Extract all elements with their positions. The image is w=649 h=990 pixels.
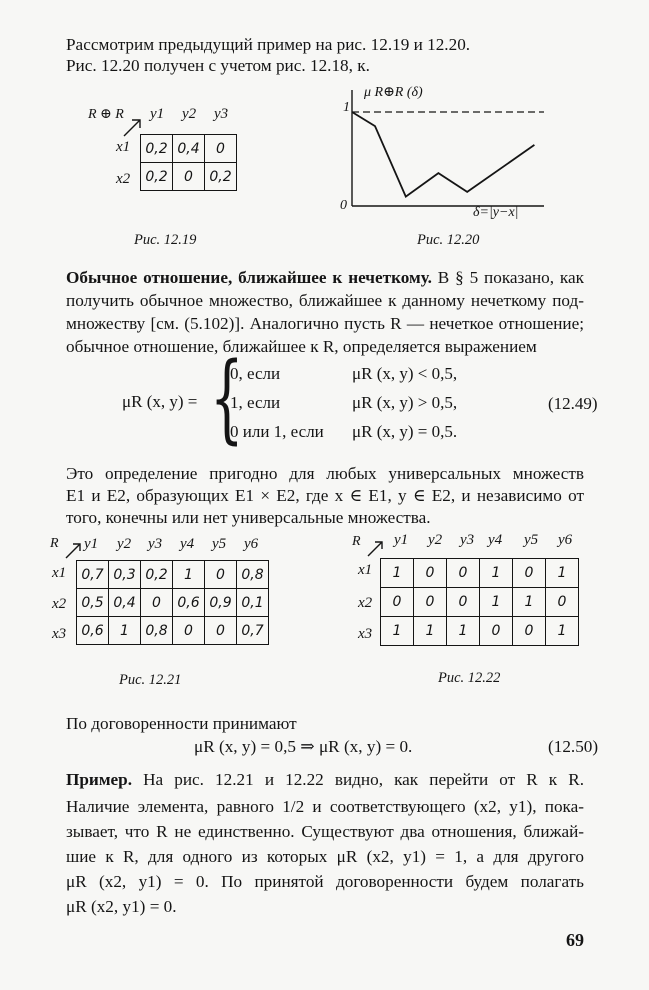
figure-caption: Рис. 12.20 bbox=[417, 232, 480, 248]
matrix-cell: 0,5 bbox=[77, 589, 109, 617]
col-header: y1 bbox=[84, 536, 99, 552]
matrix-cell: 0 bbox=[173, 163, 205, 191]
equation-lhs: μR (x, y) = bbox=[122, 392, 198, 411]
matrix-cell: 0,6 bbox=[173, 589, 205, 617]
equation-12-50: μR (x, y) = 0,5 ⇒ μR (x, y) = 0. bbox=[194, 737, 413, 756]
matrix-cell: 1 bbox=[480, 588, 513, 617]
row-label: x1 bbox=[358, 562, 373, 578]
col-header: y4 bbox=[180, 536, 195, 552]
page-number: 69 bbox=[566, 930, 584, 950]
matrix-cell: 0 bbox=[447, 559, 480, 588]
col-header: y1 bbox=[394, 532, 409, 548]
intro-line-1: Рассмотрим предыдущий пример на рис. 12.19 и 12.20. bbox=[66, 35, 471, 54]
section-line-3: множеству [см. (5.102)]. Аналогично пусть R — нечеткое отношение; bbox=[66, 314, 584, 333]
row-label: x2 bbox=[358, 595, 373, 611]
matrix-cell: 0 bbox=[205, 135, 237, 163]
matrix-corner-label: R bbox=[352, 534, 361, 549]
matrix-cell: 1 bbox=[381, 617, 414, 646]
matrix-cell: 1 bbox=[109, 617, 141, 645]
matrix-cell: 0,2 bbox=[141, 163, 173, 191]
matrix-corner-label: R bbox=[50, 536, 59, 551]
para-3-line-1: По договоренности принимают bbox=[66, 714, 297, 733]
matrix-cell: 0,2 bbox=[141, 561, 173, 589]
matrix-cell: 1 bbox=[173, 561, 205, 589]
intro-line-2: Рис. 12.20 получен с учетом рис. 12.18, к. bbox=[66, 56, 370, 75]
para-2-line-2: E1 и E2, образующих E1 × E2, где x ∈ E1, y ∈ E2, и независимо от bbox=[66, 486, 584, 505]
matrix-cell: 1 bbox=[546, 617, 579, 646]
case-value: 0, если bbox=[230, 364, 281, 383]
matrix-cell: 0 bbox=[414, 588, 447, 617]
matrix-cell: 0 bbox=[381, 588, 414, 617]
matrix-cell: 0,7 bbox=[77, 561, 109, 589]
brace-icon: { bbox=[210, 342, 244, 454]
col-header: y4 bbox=[488, 532, 503, 548]
matrix-cell: 0,4 bbox=[173, 135, 205, 163]
equation-number: (12.49) bbox=[548, 394, 598, 413]
matrix-cell: 0,9 bbox=[205, 589, 237, 617]
section-line-1 bbox=[66, 266, 584, 290]
col-header: y3 bbox=[460, 532, 475, 548]
col-header: y2 bbox=[117, 536, 132, 552]
col-header: y3 bbox=[148, 536, 163, 552]
matrix-cell: 0 bbox=[173, 617, 205, 645]
row-label: x2 bbox=[52, 596, 67, 612]
matrix-cell: 0,8 bbox=[237, 561, 269, 589]
section-line-2: получить обычное множество, ближайшее к данному нечеткому под- bbox=[66, 291, 584, 310]
case-value: 1, если bbox=[230, 393, 281, 412]
figure-caption: Рис. 12.19 bbox=[134, 232, 197, 248]
example-line-2: Наличие элемента, равного 1/2 и соответствующего (x2, y1), пока- bbox=[66, 797, 584, 816]
matrix-cell: 0 bbox=[205, 617, 237, 645]
para-2-line-1: Это определение пригодно для любых универсальных множеств bbox=[66, 464, 584, 483]
figure-12-19 bbox=[88, 106, 288, 206]
table-row bbox=[141, 163, 237, 191]
matrix-cell: 1 bbox=[513, 588, 546, 617]
matrix-table bbox=[140, 134, 237, 191]
matrix-cell: 0,7 bbox=[237, 617, 269, 645]
matrix-cell: 0 bbox=[205, 561, 237, 589]
section-line-1-rest: В § 5 показано, как bbox=[437, 268, 585, 287]
matrix-cell: 0,8 bbox=[141, 617, 173, 645]
row-label: x2 bbox=[116, 171, 131, 187]
row-label: x3 bbox=[358, 626, 373, 642]
example-line-1 bbox=[66, 768, 584, 792]
table-row bbox=[381, 559, 579, 588]
case-condition: μR (x, y) > 0,5, bbox=[352, 393, 458, 412]
matrix-cell: 1 bbox=[546, 559, 579, 588]
figure-12-20-chart bbox=[330, 82, 560, 222]
equation-number: (12.50) bbox=[548, 737, 599, 756]
col-header: y6 bbox=[558, 532, 573, 548]
matrix-table bbox=[380, 558, 579, 646]
figure-caption: Рис. 12.22 bbox=[438, 670, 501, 686]
matrix-cell: 0 bbox=[447, 588, 480, 617]
matrix-cell: 0 bbox=[414, 559, 447, 588]
table-row bbox=[77, 589, 269, 617]
example-line-1-rest: На рис. 12.21 и 12.22 видно, как перейти от R к R. bbox=[143, 770, 584, 789]
case-condition: μR (x, y) = 0,5. bbox=[352, 422, 458, 441]
table-row bbox=[77, 561, 269, 589]
matrix-cell: 1 bbox=[414, 617, 447, 646]
matrix-cell: 0,4 bbox=[109, 589, 141, 617]
col-header: y2 bbox=[182, 106, 197, 122]
row-label: x1 bbox=[116, 139, 131, 155]
matrix-cell: 1 bbox=[381, 559, 414, 588]
matrix-cell: 0,1 bbox=[237, 589, 269, 617]
matrix-cell: 0,3 bbox=[109, 561, 141, 589]
matrix-cell: 0 bbox=[480, 617, 513, 646]
y-axis-label: μ R⊕R (δ) bbox=[364, 85, 423, 100]
table-row bbox=[381, 588, 579, 617]
case-condition: μR (x, y) < 0,5, bbox=[352, 364, 458, 383]
y-tick-label: 1 bbox=[343, 100, 350, 115]
table-row bbox=[141, 135, 237, 163]
para-2-line-3: того, конечны или нет универсальные множества. bbox=[66, 508, 431, 527]
col-header: y1 bbox=[150, 106, 165, 122]
origin-label: 0 bbox=[340, 198, 347, 213]
col-header: y6 bbox=[244, 536, 259, 552]
col-header: y5 bbox=[524, 532, 539, 548]
row-label: x3 bbox=[52, 626, 67, 642]
matrix-cell: 0 bbox=[513, 617, 546, 646]
matrix-cell: 1 bbox=[480, 559, 513, 588]
series-line bbox=[352, 112, 534, 197]
figure-caption: Рис. 12.21 bbox=[119, 672, 182, 688]
table-row bbox=[381, 617, 579, 646]
matrix-cell: 0 bbox=[141, 589, 173, 617]
section-line-4: обычное отношение, ближайшее к R, определяется выражением bbox=[66, 337, 537, 356]
matrix-cell: 0 bbox=[513, 559, 546, 588]
example-label: Пример. bbox=[66, 770, 133, 789]
col-header: y2 bbox=[428, 532, 443, 548]
matrix-table bbox=[76, 560, 269, 645]
table-row bbox=[77, 617, 269, 645]
figure-12-21 bbox=[46, 536, 306, 656]
example-line-4: шие к R, для одного из которых μR (x2, y1) = 1, а для другого bbox=[66, 847, 584, 866]
x-axis-label: δ=|y−x| bbox=[473, 205, 519, 220]
section-heading: Обычное отношение, ближайшее к нечеткому. bbox=[66, 268, 432, 287]
matrix-corner-label: R ⊕ R bbox=[88, 107, 124, 122]
corner-arrow-icon bbox=[366, 538, 386, 558]
figure-12-22 bbox=[348, 532, 608, 652]
row-label: x1 bbox=[52, 565, 67, 581]
col-header: y5 bbox=[212, 536, 227, 552]
example-line-6: μR (x2, y1) = 0. bbox=[66, 897, 177, 916]
matrix-cell: 0,2 bbox=[141, 135, 173, 163]
case-value: 0 или 1, если bbox=[230, 422, 324, 441]
matrix-cell: 1 bbox=[447, 617, 480, 646]
example-line-5: μR (x2, y1) = 0. По принятой договоренности будем полагать bbox=[66, 872, 584, 891]
matrix-cell: 0,2 bbox=[205, 163, 237, 191]
matrix-cell: 0,6 bbox=[77, 617, 109, 645]
example-line-3: зывает, что R не единственно. Существуют два отношения, ближай- bbox=[66, 822, 584, 841]
corner-arrow-icon bbox=[64, 540, 84, 560]
col-header: y3 bbox=[214, 106, 229, 122]
matrix-cell: 0 bbox=[546, 588, 579, 617]
